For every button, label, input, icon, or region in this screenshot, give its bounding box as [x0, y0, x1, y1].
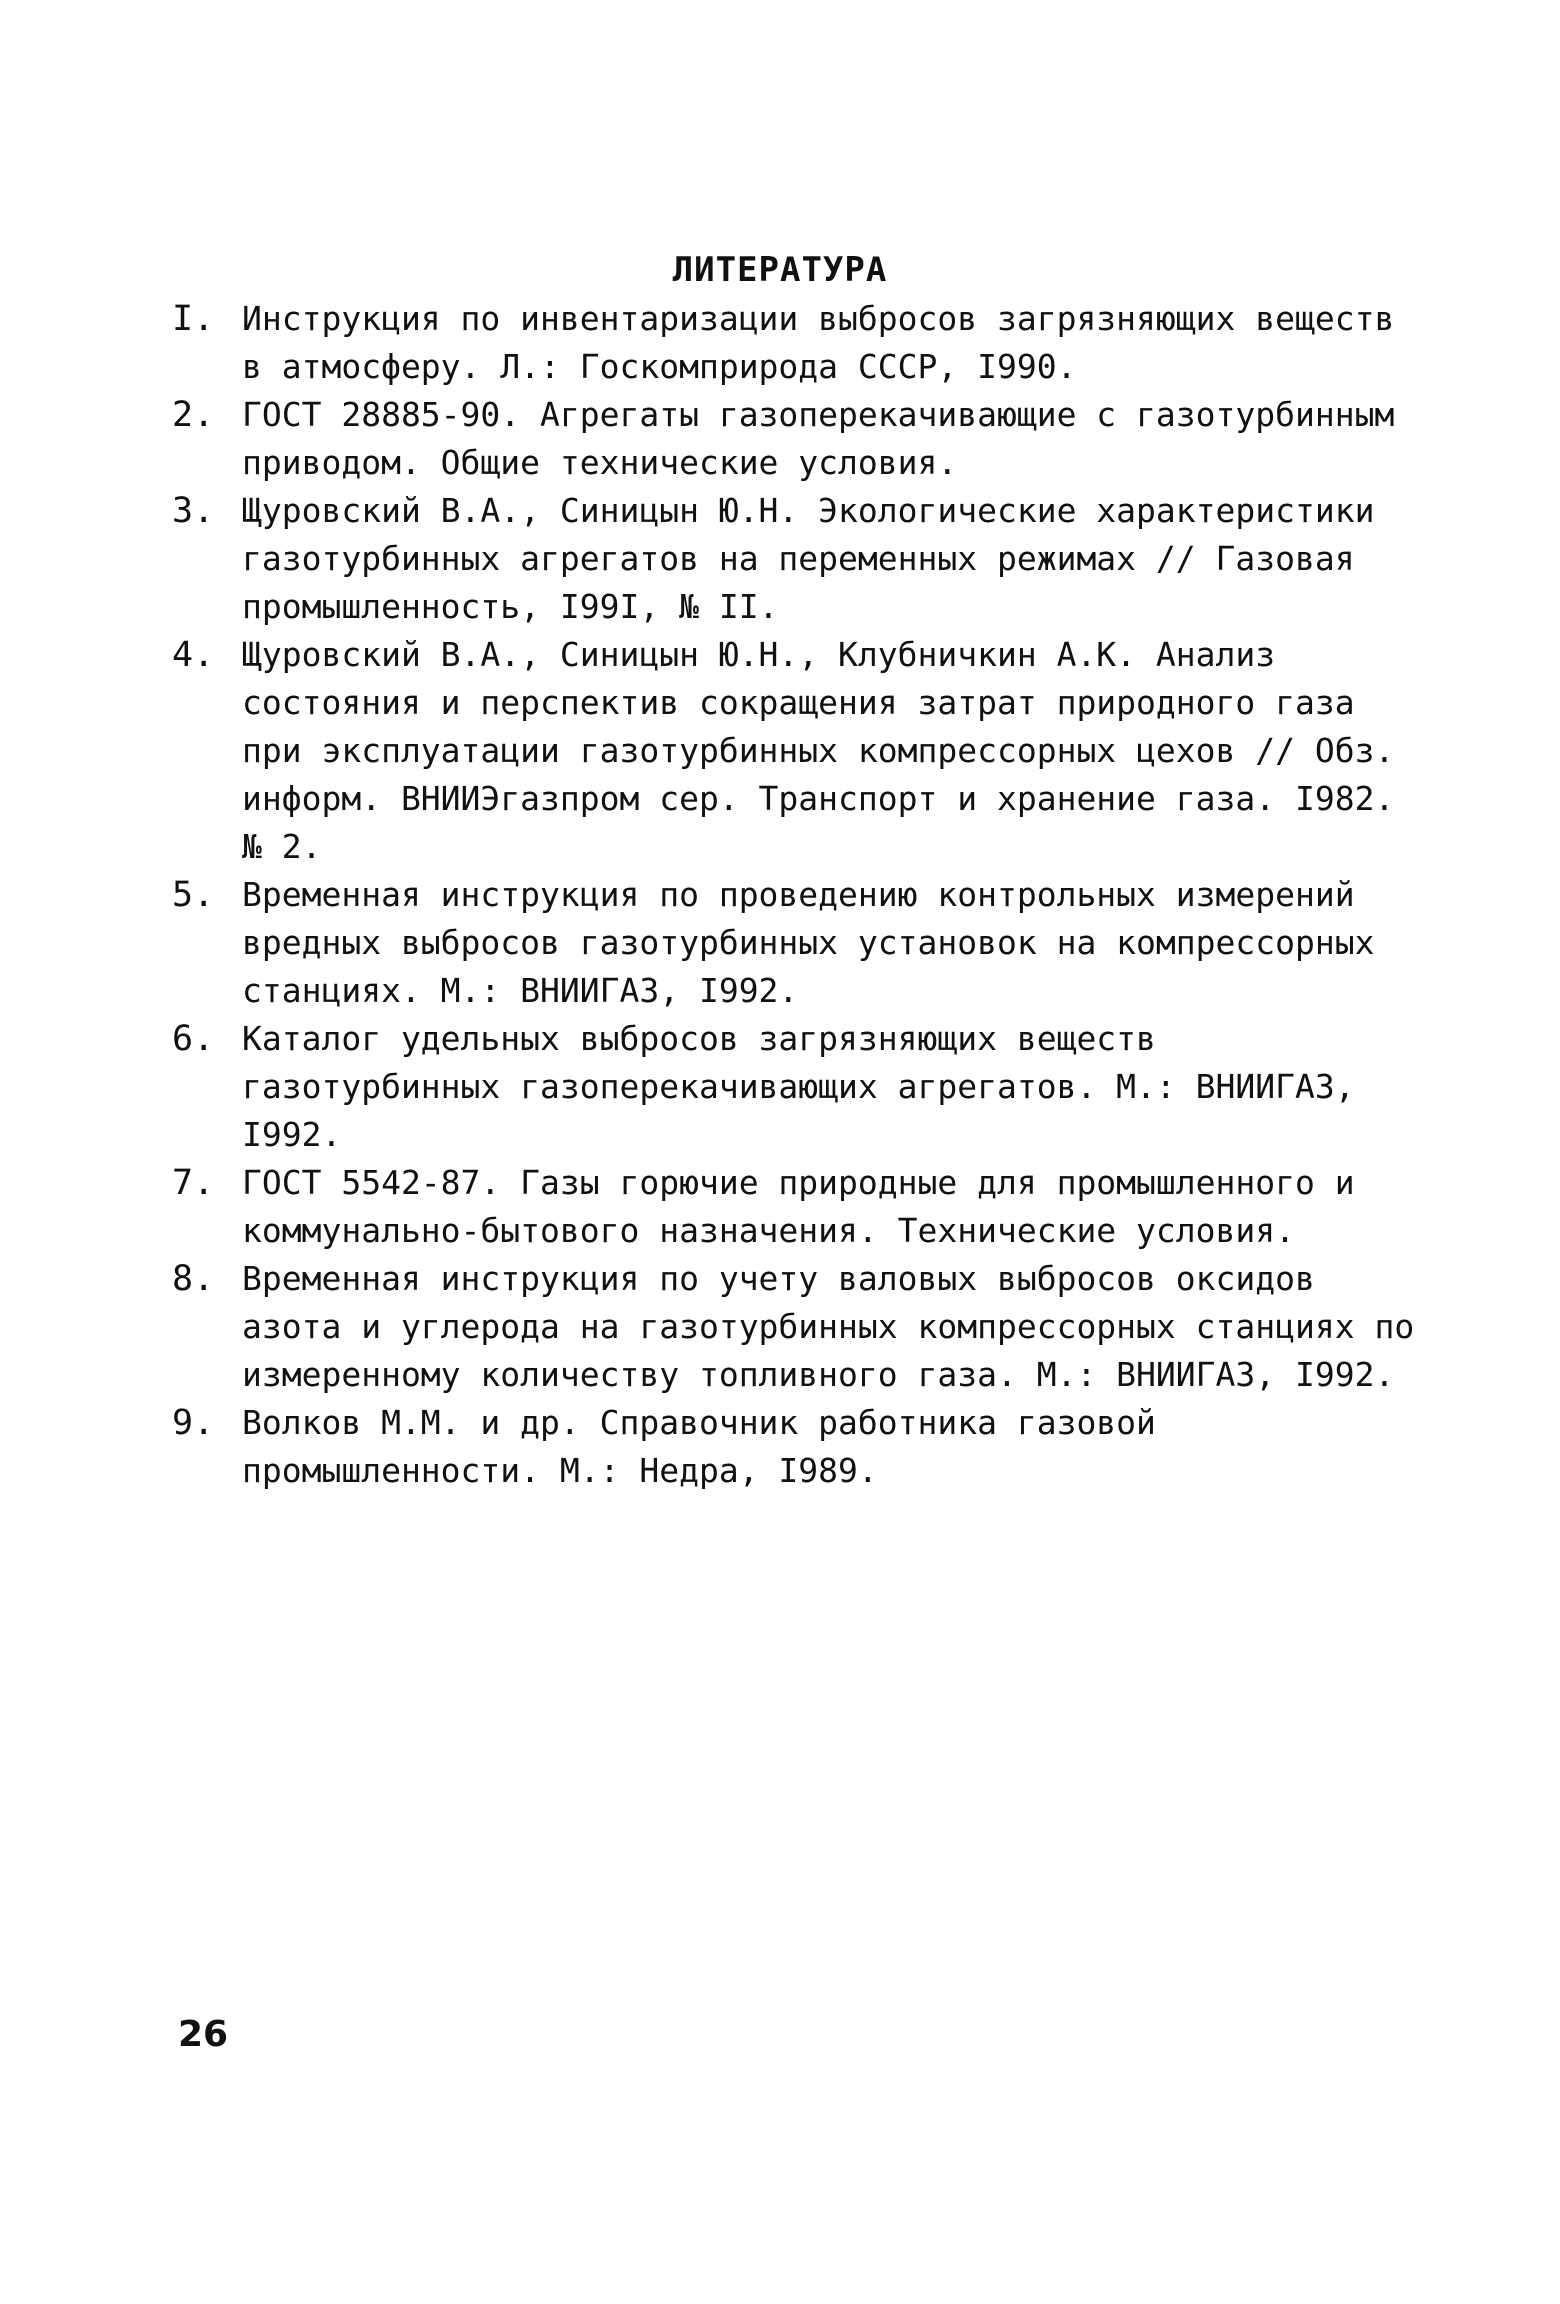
page-number: 26	[178, 2014, 229, 2055]
reference-text: Инструкция по инвентаризации выбросов загрязняющих веществ в атмосферу. Л.: Госкомприрода СССР, I990.	[242, 299, 1395, 386]
reference-text: Каталог удельных выбросов загрязняющих веществ газотурбинных газоперекачивающих агрегатов. М.: ВНИИГАЗ, I992.	[242, 1019, 1355, 1154]
reference-list	[172, 295, 1432, 1495]
reference-item	[172, 1399, 1432, 1495]
reference-item	[172, 1255, 1432, 1399]
reference-text: Щуровский В.А., Синицын Ю.Н. Экологические характеристики газотурбинных агрегатов на переменных режимах // Газовая промышленность, I99I, № II.	[242, 491, 1375, 626]
reference-text: ГОСТ 28885-90. Агрегаты газоперекачивающие с газотурбинным приводом. Общие технические условия.	[242, 395, 1395, 482]
reference-item	[172, 487, 1432, 631]
page-title: ЛИТЕРАТУРА	[672, 250, 888, 290]
reference-text: ГОСТ 5542-87. Газы горючие природные для промышленного и коммунально-бытового назначения. Технические условия.	[242, 1163, 1355, 1250]
reference-text: Щуровский В.А., Синицын Ю.Н., Клубничкин А.К. Анализ состояния и перспектив сокращения затрат природного газа при эксплуатации газотурбинных компрессорных цехов // Обз. информ. ВНИИЭгазпром сер. Транспорт и хранение газа. I982. № 2.	[242, 635, 1395, 866]
reference-number: 3.	[172, 491, 215, 531]
reference-number: 9.	[172, 1403, 215, 1443]
reference-item	[172, 295, 1432, 391]
reference-number: 8.	[172, 1259, 215, 1299]
reference-number: 6.	[172, 1019, 215, 1059]
reference-number: I.	[172, 299, 215, 339]
reference-number: 7.	[172, 1163, 215, 1203]
reference-item	[172, 391, 1432, 487]
reference-number: 5.	[172, 875, 215, 915]
reference-text: Волков М.М. и др. Справочник работника газовой промышленности. М.: Недра, I989.	[242, 1403, 1156, 1490]
reference-number: 4.	[172, 635, 215, 675]
reference-item	[172, 871, 1432, 1015]
reference-number: 2.	[172, 395, 215, 435]
reference-item	[172, 1159, 1432, 1255]
reference-item	[172, 1015, 1432, 1159]
reference-text: Временная инструкция по проведению контрольных измерений вредных выбросов газотурбинных установок на компрессорных станциях. М.: ВНИИГАЗ, I992.	[242, 875, 1375, 1010]
reference-text: Временная инструкция по учету валовых выбросов оксидов азота и углерода на газотурбинных компрессорных станциях по измеренному количеству топливного газа. М.: ВНИИГАЗ, I992.	[242, 1259, 1415, 1394]
reference-item	[172, 631, 1432, 871]
